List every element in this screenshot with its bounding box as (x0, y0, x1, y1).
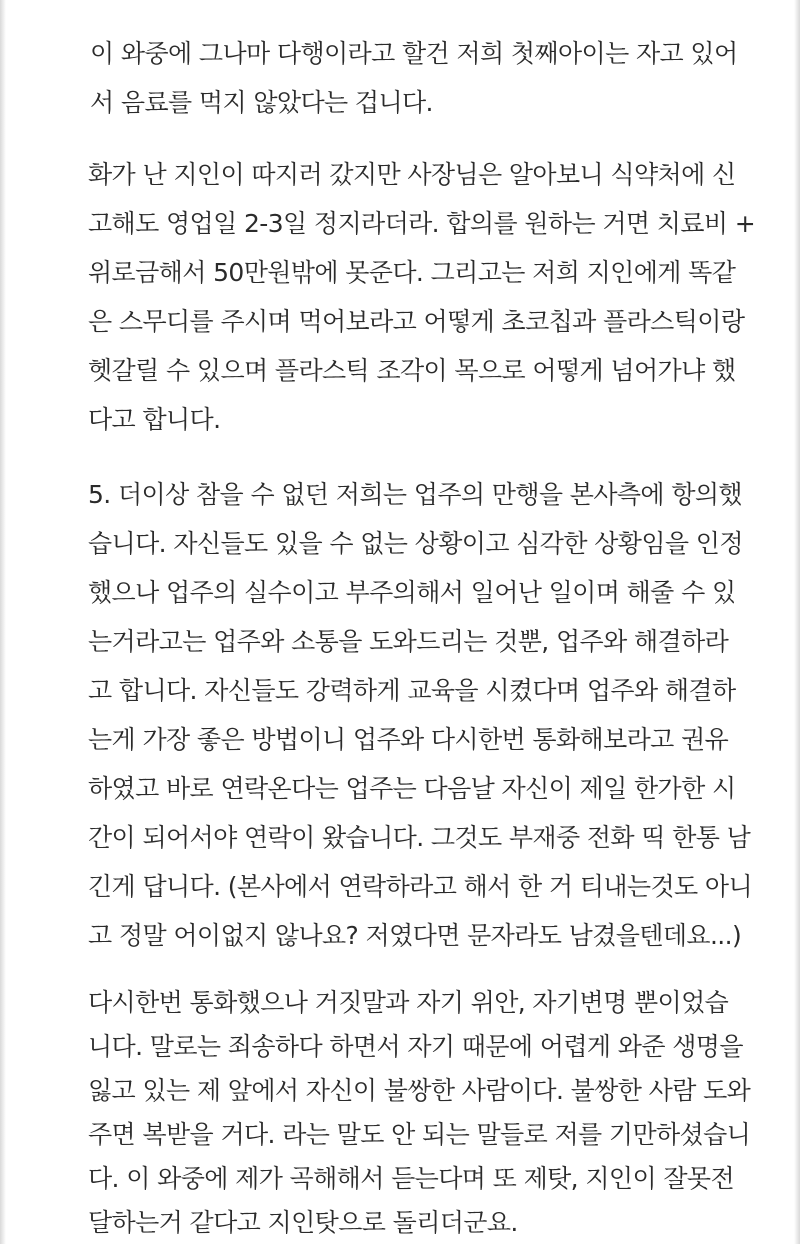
text-line: 했으나 업주의 실수이고 부주의해서 일어난 일이며 해줄 수 있 (88, 578, 736, 607)
text-line: 다. 이 와중에 제가 곡해해서 듣는다며 또 제탓, 지인이 잘못전 (88, 1164, 735, 1193)
text-line: 다고 합니다. (88, 405, 221, 434)
text-line: 달하는거 같다고 지인탓으로 돌리더군요. (88, 1208, 518, 1237)
text-line: 다시한번 통화했으나 거짓말과 자기 위안, 자기변명 뿐이었습 (88, 988, 729, 1017)
text-line: 화가 난 지인이 따지러 갔지만 사장님은 알아보니 식약처에 신 (88, 160, 736, 189)
text-line: 고 합니다. 자신들도 강력하게 교육을 시켰다며 업주와 해결하 (88, 676, 736, 705)
text-line: 잃고 있는 제 앞에서 자신이 불쌍한 사람이다. 불쌍한 사람 도와 (88, 1076, 751, 1105)
text-line: 긴게 답니다. (본사에서 연락하라고 해서 한 거 티내는것도 아니 (88, 872, 753, 901)
text-line: 하였고 바로 연락온다는 업주는 다음날 자신이 제일 한가한 시 (88, 774, 736, 803)
text-line: 고 정말 어이없지 않나요? 저였다면 문자라도 남겼을텐데요...) (88, 921, 742, 950)
text-line: 헷갈릴 수 있으며 플라스틱 조각이 목으로 어떻게 넘어가냐 했 (88, 356, 736, 385)
page-left-shadow (0, 0, 6, 1244)
page-right-shadow (794, 0, 800, 1244)
text-line: 5. 더이상 참을 수 없던 저희는 업주의 만행을 본사측에 항의했 (88, 480, 742, 509)
text-line: 는게 가장 좋은 방법이니 업주와 다시한번 통화해보라고 권유 (88, 725, 729, 754)
text-line: 고해도 영업일 2-3일 정지라더라. 합의를 원하는 거면 치료비 + (88, 209, 756, 238)
text-line: 이 와중에 그나마 다행이라고 할건 저희 첫째아이는 자고 있어 (90, 39, 738, 68)
text-line: 는거라고는 업주와 소통을 도와드리는 것뿐, 업주와 해결하라 (88, 627, 729, 656)
text-line: 위로금해서 50만원밖에 못준다. 그리고는 저희 지인에게 똑같 (88, 258, 736, 287)
text-line: 간이 되어서야 연락이 왔습니다. 그것도 부재중 전화 띡 한통 남 (88, 823, 751, 852)
text-line: 서 음료를 먹지 않았다는 겁니다. (90, 88, 433, 117)
text-line: 습니다. 자신들도 있을 수 없는 상황이고 심각한 상황임을 인정 (88, 529, 743, 558)
text-line: 주면 복받을 거다. 라는 말도 안 되는 말들로 저를 기만하셨습니 (88, 1120, 751, 1149)
text-line: 은 스무디를 주시며 먹어보라고 어떻게 초코칩과 플라스틱이랑 (88, 307, 745, 336)
text-line: 니다. 말로는 죄송하다 하면서 자기 때문에 어렵게 와준 생명을 (88, 1032, 743, 1061)
